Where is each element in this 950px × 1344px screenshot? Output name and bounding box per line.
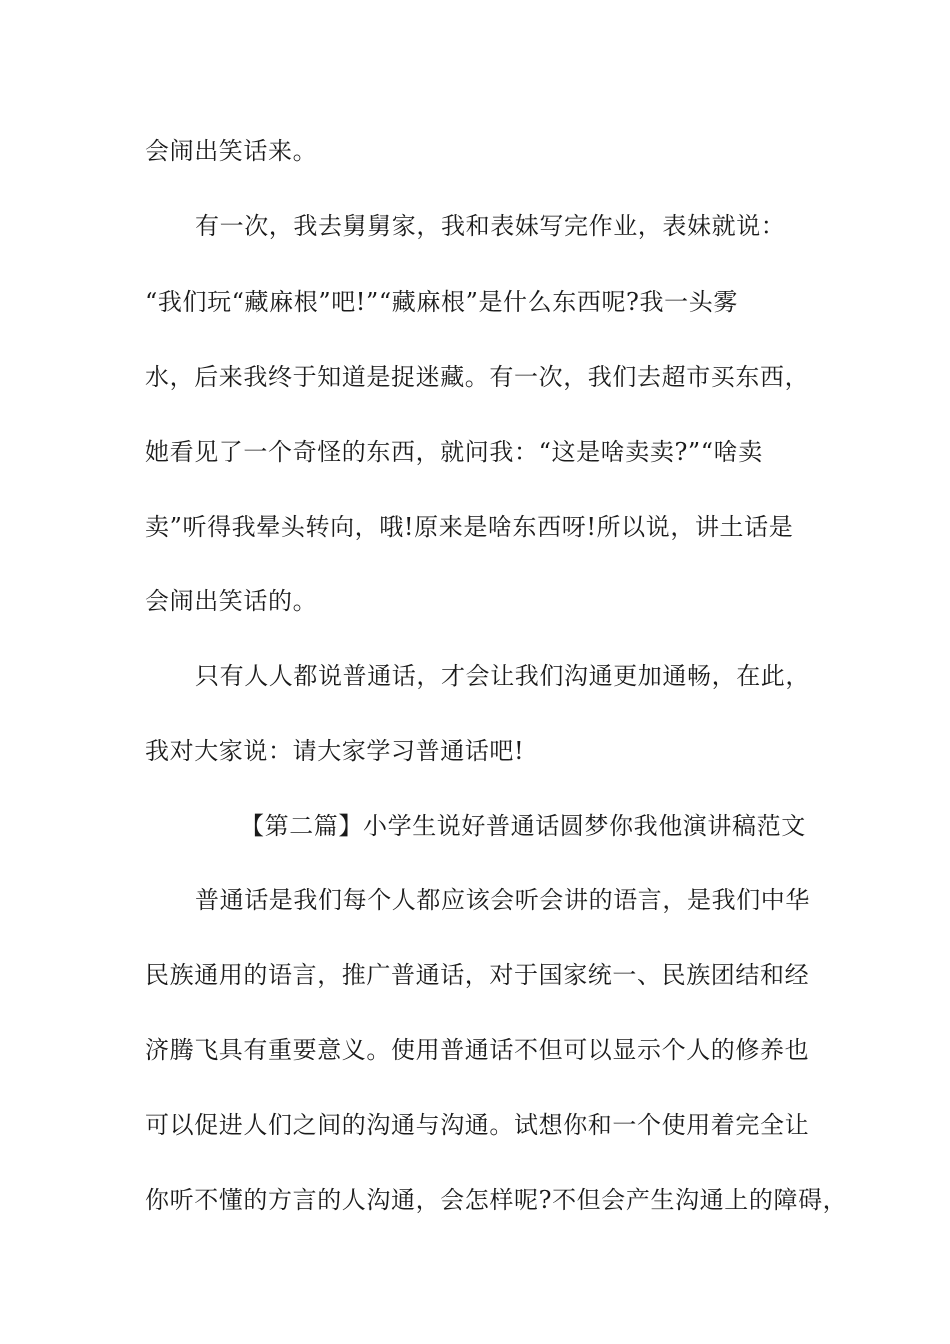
paragraph-line: 普通话是我们每个人都应该会听会讲的语言，是我们中华 (195, 886, 810, 914)
paragraph-line: 有一次，我去舅舅家，我和表妹写完作业，表妹就说： (195, 212, 786, 240)
paragraph-line: 会闹出笑话的。 (145, 587, 318, 615)
paragraph-line: 你听不懂的方言的人沟通，会怎样呢?不但会产生沟通上的障碍， (145, 1186, 848, 1214)
paragraph-line: 卖”听得我晕头转向，哦!原来是啥东西呀!所以说，讲土话是 (145, 513, 794, 541)
paragraph-line: 她看见了一个奇怪的东西，就问我：“这是啥卖卖?”“啥卖 (145, 438, 763, 466)
paragraph-line: 可以促进人们之间的沟通与沟通。试想你和一个使用着完全让 (145, 1111, 810, 1139)
paragraph-line: “我们玩“藏麻根”吧!”“藏麻根”是什么东西呢?我一头雾 (145, 288, 738, 316)
paragraph-line: 我对大家说：请大家学习普通话吧! (145, 737, 525, 765)
paragraph-line: 民族通用的语言，推广普通话，对于国家统一、民族团结和经 (145, 961, 810, 989)
paragraph-line: 济腾飞具有重要意义。使用普通话不但可以显示个人的修养也 (145, 1036, 810, 1064)
paragraph-line: 会闹出笑话来。 (145, 137, 318, 165)
paragraph-line: 水，后来我终于知道是捉迷藏。有一次，我们去超市买东西， (145, 363, 810, 391)
section-heading: 【第二篇】小学生说好普通话圆梦你我他演讲稿范文 (240, 812, 806, 840)
paragraph-line: 只有人人都说普通话，才会让我们沟通更加通畅，在此， (195, 662, 810, 690)
